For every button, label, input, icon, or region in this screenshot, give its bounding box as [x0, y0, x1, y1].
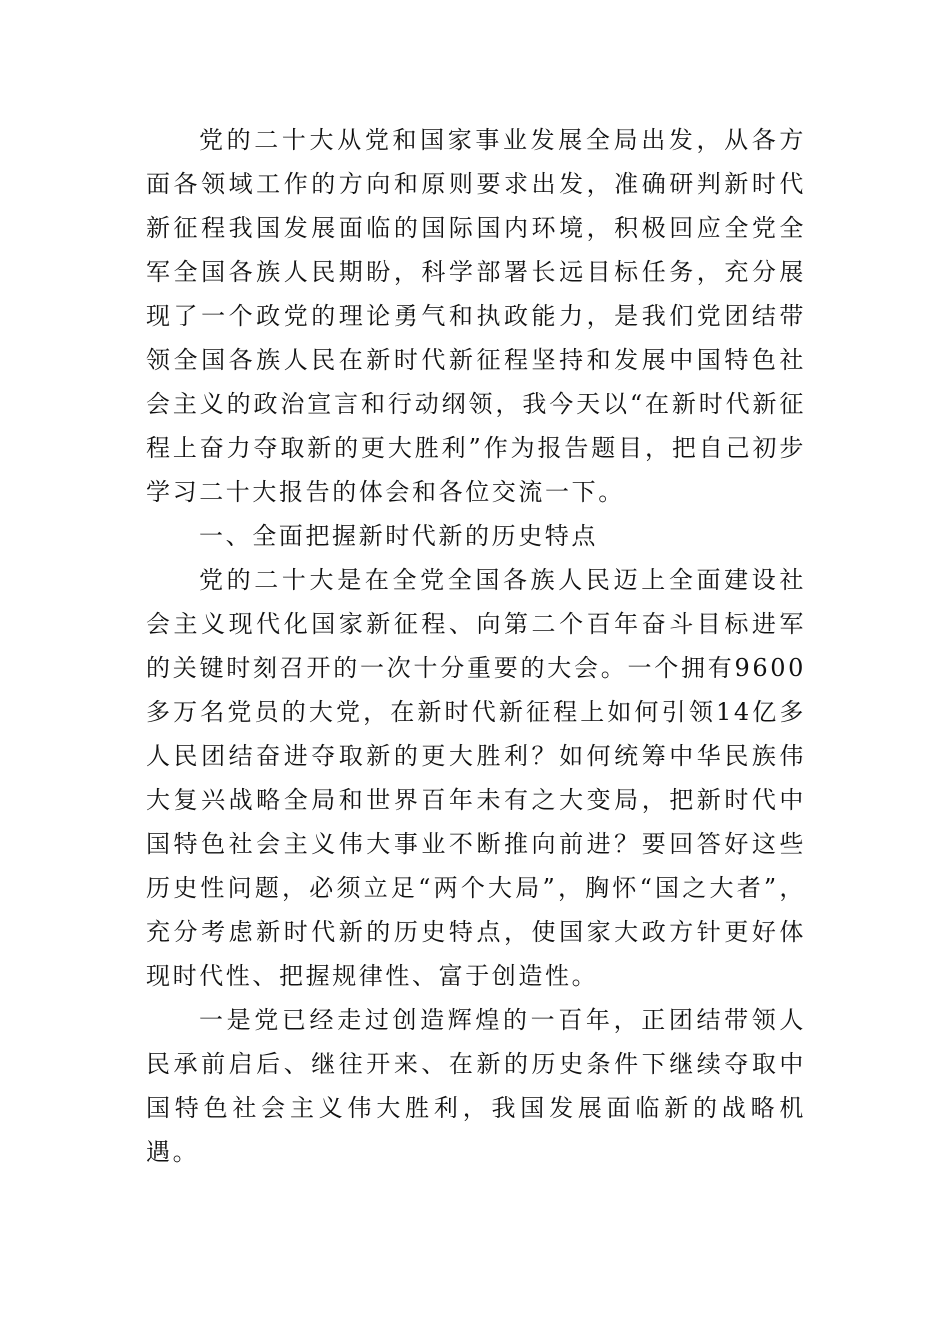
section-heading: 一、全面把握新时代新的历史特点	[199, 522, 598, 550]
document-body	[146, 118, 806, 1174]
intro-paragraph: 党的二十大从党和国家事业发展全局出发，从各方面各领域工作的方向和原则要求出发，准确研判新时代新征程我国发展面临的国际国内环境，积极回应全党全军全国各族人民期盼，科学部署长远目标任务，充分展现了一个政党的理论勇气和执政能力，是我们党团结带领全国各族人民在新时代新征程坚持和发展中国特色社会主义的政治宣言和行动纲领，我今天以“在新时代新征程上奋力夺取新的更大胜利”作为报告题目，把自己初步学习二十大报告的体会和各位交流一下。	[146, 126, 806, 506]
body-paragraph: 一是党已经走过创造辉煌的一百年，正团结带领人民承前启后、继往开来、在新的历史条件下继续夺取中国特色社会主义伟大胜利，我国发展面临新的战略机遇。	[146, 1006, 806, 1166]
body-paragraph: 党的二十大是在全党全国各族人民迈上全面建设社会主义现代化国家新征程、向第二个百年奋斗目标进军的关键时刻召开的一次十分重要的大会。一个拥有9600多万名党员的大党，在新时代新征程上如何引领14亿多人民团结奋进夺取新的更大胜利？如何统筹中华民族伟大复兴战略全局和世界百年未有之大变局，把新时代中国特色社会主义伟大事业不断推向前进？要回答好这些历史性问题，必须立足“两个大局”，胸怀“国之大者”，充分考虑新时代新的历史特点，使国家大政方针更好体现时代性、把握规律性、富于创造性。	[146, 566, 806, 990]
